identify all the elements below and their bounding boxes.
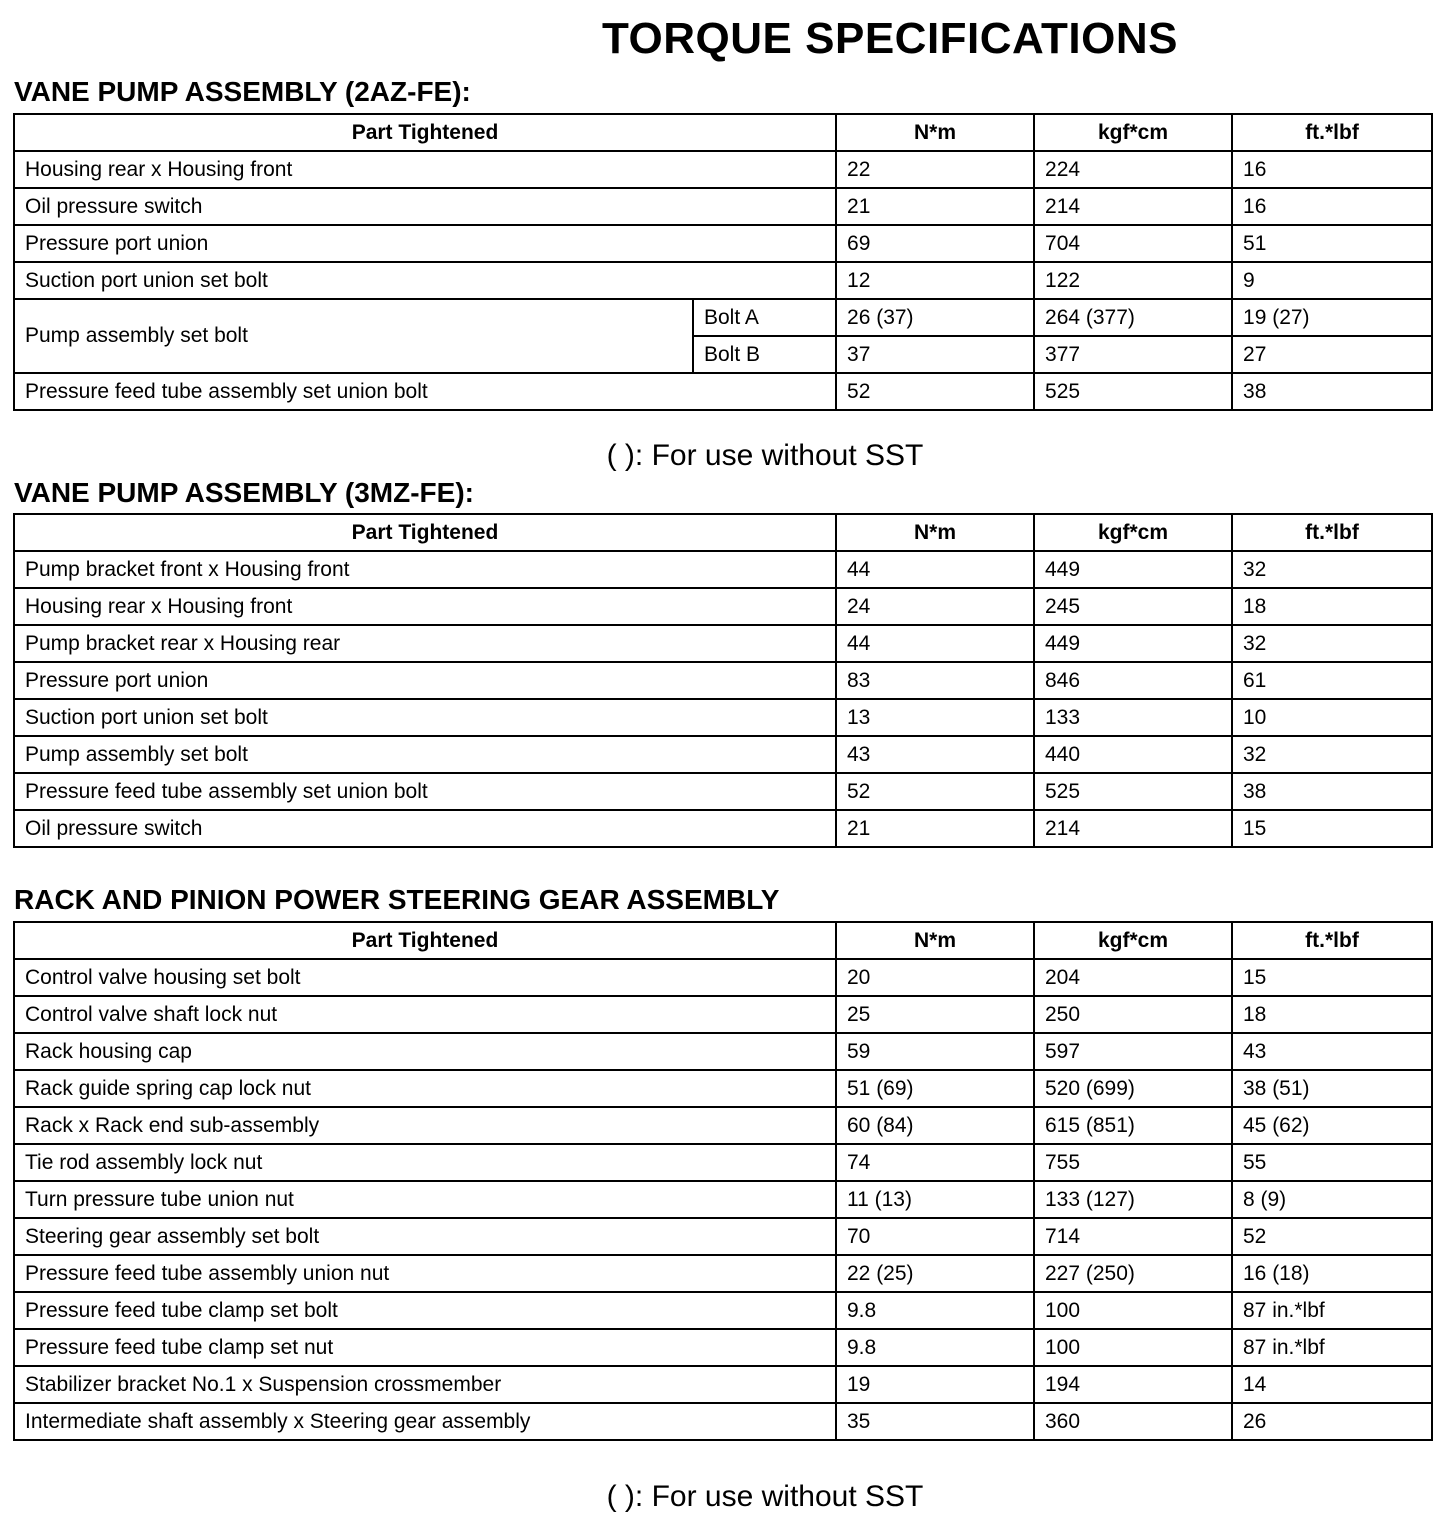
- kgf-cell: 224: [1034, 151, 1232, 188]
- table-row: [14, 188, 1432, 225]
- ft-cell: 87 in.*lbf: [1232, 1292, 1432, 1329]
- kgf-cell: 100: [1034, 1329, 1232, 1366]
- ft-cell: 9: [1232, 262, 1432, 299]
- table-row: [14, 1070, 1432, 1107]
- table-row: [14, 699, 1432, 736]
- header-kgf: kgf*cm: [1034, 922, 1232, 959]
- part-cell: Control valve shaft lock nut: [14, 996, 836, 1033]
- kgf-cell: 449: [1034, 625, 1232, 662]
- ft-cell: 32: [1232, 625, 1432, 662]
- kgf-cell: 133 (127): [1034, 1181, 1232, 1218]
- table-row: [14, 1033, 1432, 1070]
- table-row: [14, 625, 1432, 662]
- nm-cell: 52: [836, 373, 1034, 410]
- part-cell: Pressure port union: [14, 662, 836, 699]
- ft-cell: 45 (62): [1232, 1107, 1432, 1144]
- nm-cell: 43: [836, 736, 1034, 773]
- part-cell: Intermediate shaft assembly x Steering gear assembly: [14, 1403, 836, 1440]
- nm-cell: 26 (37): [836, 299, 1034, 336]
- kgf-cell: 597: [1034, 1033, 1232, 1070]
- kgf-cell: 520 (699): [1034, 1070, 1232, 1107]
- table-row: [14, 1181, 1432, 1218]
- part-cell: Control valve housing set bolt: [14, 959, 836, 996]
- nm-cell: 74: [836, 1144, 1034, 1181]
- nm-cell: 21: [836, 810, 1034, 847]
- part-cell: Rack guide spring cap lock nut: [14, 1070, 836, 1107]
- part-cell: Pressure feed tube assembly union nut: [14, 1255, 836, 1292]
- table-row: [14, 959, 1432, 996]
- ft-cell: 10: [1232, 699, 1432, 736]
- part-cell: Rack housing cap: [14, 1033, 836, 1070]
- table-header-row: [14, 922, 1432, 959]
- kgf-cell: 264 (377): [1034, 299, 1232, 336]
- header-nm: N*m: [836, 114, 1034, 151]
- nm-cell: 44: [836, 625, 1034, 662]
- kgf-cell: 714: [1034, 1218, 1232, 1255]
- nm-cell: 22 (25): [836, 1255, 1034, 1292]
- header-nm: N*m: [836, 514, 1034, 551]
- ft-cell: 51: [1232, 225, 1432, 262]
- ft-cell: 8 (9): [1232, 1181, 1432, 1218]
- header-nm: N*m: [836, 922, 1034, 959]
- part-cell: Tie rod assembly lock nut: [14, 1144, 836, 1181]
- nm-cell: 19: [836, 1366, 1034, 1403]
- nm-cell: 20: [836, 959, 1034, 996]
- nm-cell: 52: [836, 773, 1034, 810]
- table-header-row: [14, 114, 1432, 151]
- table-row: [14, 1107, 1432, 1144]
- kgf-cell: 615 (851): [1034, 1107, 1232, 1144]
- kgf-cell: 122: [1034, 262, 1232, 299]
- ft-cell: 27: [1232, 336, 1432, 373]
- ft-cell: 18: [1232, 588, 1432, 625]
- ft-cell: 87 in.*lbf: [1232, 1329, 1432, 1366]
- kgf-cell: 449: [1034, 551, 1232, 588]
- nm-cell: 24: [836, 588, 1034, 625]
- part-cell: Pressure port union: [14, 225, 836, 262]
- ft-cell: 18: [1232, 996, 1432, 1033]
- torque-table-rack-pinion: [13, 921, 1433, 1441]
- ft-cell: 38 (51): [1232, 1070, 1432, 1107]
- part-cell: Turn pressure tube union nut: [14, 1181, 836, 1218]
- sst-note: ( ): For use without SST: [606, 1480, 924, 1513]
- header-kgf: kgf*cm: [1034, 514, 1232, 551]
- nm-cell: 83: [836, 662, 1034, 699]
- nm-cell: 59: [836, 1033, 1034, 1070]
- part-cell: Pump assembly set bolt: [14, 736, 836, 773]
- part-cell: Rack x Rack end sub-assembly: [14, 1107, 836, 1144]
- table-row: [14, 736, 1432, 773]
- kgf-cell: 846: [1034, 662, 1232, 699]
- table-row: [14, 262, 1432, 299]
- part-cell: Pressure feed tube clamp set nut: [14, 1329, 836, 1366]
- header-part: Part Tightened: [14, 114, 836, 151]
- kgf-cell: 214: [1034, 188, 1232, 225]
- header-ft: ft.*lbf: [1232, 922, 1432, 959]
- nm-cell: 12: [836, 262, 1034, 299]
- nm-cell: 44: [836, 551, 1034, 588]
- part-cell: Pump bracket rear x Housing rear: [14, 625, 836, 662]
- nm-cell: 11 (13): [836, 1181, 1034, 1218]
- nm-cell: 9.8: [836, 1329, 1034, 1366]
- table-row: [14, 662, 1432, 699]
- nm-cell: 21: [836, 188, 1034, 225]
- sub-part-cell: Bolt A: [693, 299, 836, 336]
- table-row: [14, 1403, 1432, 1440]
- part-cell: Housing rear x Housing front: [14, 151, 836, 188]
- ft-cell: 19 (27): [1232, 299, 1432, 336]
- sub-part-cell: Bolt B: [693, 336, 836, 373]
- part-cell: Oil pressure switch: [14, 188, 836, 225]
- ft-cell: 55: [1232, 1144, 1432, 1181]
- table-row: [14, 810, 1432, 847]
- ft-cell: 32: [1232, 736, 1432, 773]
- table-row: [14, 1218, 1432, 1255]
- ft-cell: 15: [1232, 959, 1432, 996]
- part-cell: Suction port union set bolt: [14, 262, 836, 299]
- part-cell: Stabilizer bracket No.1 x Suspension crossmember: [14, 1366, 836, 1403]
- nm-cell: 70: [836, 1218, 1034, 1255]
- kgf-cell: 245: [1034, 588, 1232, 625]
- kgf-cell: 227 (250): [1034, 1255, 1232, 1292]
- table-row: [14, 1329, 1432, 1366]
- section-title-rack-pinion: RACK AND PINION POWER STEERING GEAR ASSEMBLY: [14, 884, 780, 915]
- kgf-cell: 214: [1034, 810, 1232, 847]
- kgf-cell: 100: [1034, 1292, 1232, 1329]
- part-cell: Pump bracket front x Housing front: [14, 551, 836, 588]
- sst-note: ( ): For use without SST: [606, 439, 924, 472]
- table-row: [14, 588, 1432, 625]
- table-header-row: [14, 514, 1432, 551]
- ft-cell: 32: [1232, 551, 1432, 588]
- header-kgf: kgf*cm: [1034, 114, 1232, 151]
- nm-cell: 60 (84): [836, 1107, 1034, 1144]
- kgf-cell: 133: [1034, 699, 1232, 736]
- part-cell: Housing rear x Housing front: [14, 588, 836, 625]
- kgf-cell: 525: [1034, 373, 1232, 410]
- table-row: [14, 225, 1432, 262]
- section-title-2az: VANE PUMP ASSEMBLY (2AZ-FE):: [14, 76, 471, 107]
- ft-cell: 61: [1232, 662, 1432, 699]
- ft-cell: 16: [1232, 151, 1432, 188]
- header-ft: ft.*lbf: [1232, 114, 1432, 151]
- page-title: TORQUE SPECIFICATIONS: [601, 14, 1179, 63]
- kgf-cell: 204: [1034, 959, 1232, 996]
- kgf-cell: 377: [1034, 336, 1232, 373]
- torque-table-3mz: [13, 513, 1433, 848]
- kgf-cell: 440: [1034, 736, 1232, 773]
- torque-table-2az: [13, 113, 1433, 411]
- table-row: [14, 773, 1432, 810]
- table-row: [14, 299, 1432, 336]
- part-cell: Oil pressure switch: [14, 810, 836, 847]
- ft-cell: 14: [1232, 1366, 1432, 1403]
- nm-cell: 35: [836, 1403, 1034, 1440]
- nm-cell: 9.8: [836, 1292, 1034, 1329]
- part-cell: Suction port union set bolt: [14, 699, 836, 736]
- part-cell: Pump assembly set bolt: [14, 299, 693, 373]
- table-row: [14, 551, 1432, 588]
- table-row: [14, 996, 1432, 1033]
- table-row: [14, 373, 1432, 410]
- ft-cell: 43: [1232, 1033, 1432, 1070]
- ft-cell: 38: [1232, 373, 1432, 410]
- nm-cell: 25: [836, 996, 1034, 1033]
- part-cell: Pressure feed tube assembly set union bolt: [14, 373, 836, 410]
- nm-cell: 13: [836, 699, 1034, 736]
- kgf-cell: 250: [1034, 996, 1232, 1033]
- ft-cell: 26: [1232, 1403, 1432, 1440]
- table-row: [14, 1255, 1432, 1292]
- nm-cell: 51 (69): [836, 1070, 1034, 1107]
- kgf-cell: 525: [1034, 773, 1232, 810]
- nm-cell: 22: [836, 151, 1034, 188]
- ft-cell: 16 (18): [1232, 1255, 1432, 1292]
- part-cell: Steering gear assembly set bolt: [14, 1218, 836, 1255]
- table-row: [14, 1292, 1432, 1329]
- ft-cell: 52: [1232, 1218, 1432, 1255]
- nm-cell: 37: [836, 336, 1034, 373]
- header-ft: ft.*lbf: [1232, 514, 1432, 551]
- ft-cell: 16: [1232, 188, 1432, 225]
- section-title-3mz: VANE PUMP ASSEMBLY (3MZ-FE):: [14, 477, 474, 508]
- kgf-cell: 755: [1034, 1144, 1232, 1181]
- table-row: [14, 1366, 1432, 1403]
- kgf-cell: 360: [1034, 1403, 1232, 1440]
- nm-cell: 69: [836, 225, 1034, 262]
- header-part: Part Tightened: [14, 514, 836, 551]
- part-cell: Pressure feed tube clamp set bolt: [14, 1292, 836, 1329]
- kgf-cell: 194: [1034, 1366, 1232, 1403]
- table-row: [14, 1144, 1432, 1181]
- ft-cell: 15: [1232, 810, 1432, 847]
- part-cell: Pressure feed tube assembly set union bolt: [14, 773, 836, 810]
- header-part: Part Tightened: [14, 922, 836, 959]
- kgf-cell: 704: [1034, 225, 1232, 262]
- table-row: [14, 151, 1432, 188]
- ft-cell: 38: [1232, 773, 1432, 810]
